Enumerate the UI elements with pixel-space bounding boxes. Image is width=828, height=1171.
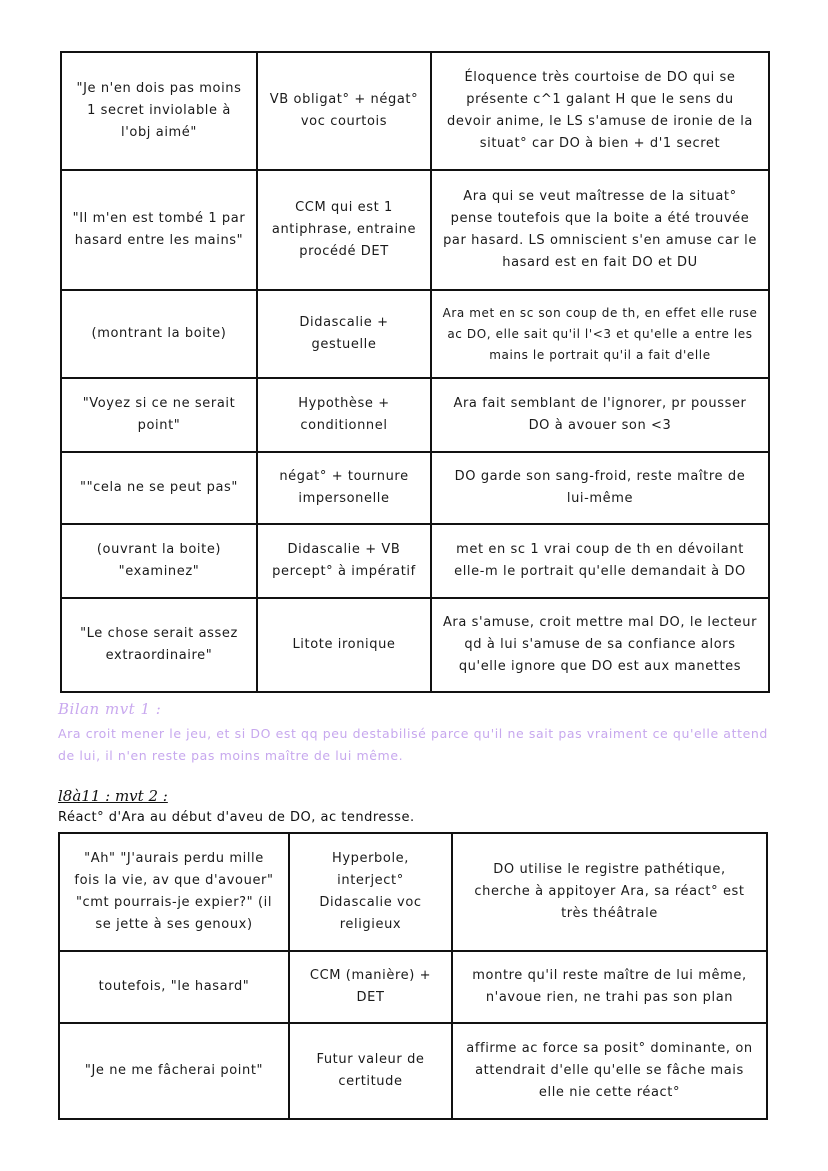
citation-cell: "Je ne me fâcherai point" (59, 1023, 289, 1119)
procede-cell: Hypothèse + conditionnel (257, 378, 431, 452)
citation-cell: ""cela ne se peut pas" (61, 452, 257, 524)
analyse-cell: affirme ac force sa posit° dominante, on attendrait d'elle qu'elle se fâche mais elle nie cette réact° (452, 1023, 767, 1119)
table-row (61, 378, 769, 452)
table-row (61, 524, 769, 598)
section-subtitle: Réact° d'Ara au début d'aveu de DO, ac tendresse. (58, 810, 415, 825)
procede-cell: Hyperbole, interject° Didascalie voc religieux (289, 833, 452, 951)
analysis-table-1 (60, 51, 770, 693)
analyse-cell: DO garde son sang-froid, reste maître de lui-même (431, 452, 769, 524)
procede-cell: Litote ironique (257, 598, 431, 692)
analyse-cell: montre qu'il reste maître de lui même, n'avoue rien, ne trahi pas son plan (452, 951, 767, 1023)
table-row (61, 290, 769, 378)
procede-cell: CCM qui est 1 antiphrase, entraine procédé DET (257, 170, 431, 290)
table-row (61, 452, 769, 524)
citation-cell: "Il m'en est tombé 1 par hasard entre les mains" (61, 170, 257, 290)
table-row (59, 1023, 767, 1119)
procede-cell: négat° + tournure impersonelle (257, 452, 431, 524)
analyse-cell: Ara s'amuse, croit mettre mal DO, le lecteur qd à lui s'amuse de sa confiance alors qu'elle ignore que DO est aux manettes (431, 598, 769, 692)
section-title: l8à11 : mvt 2 : (58, 787, 168, 805)
table-row (61, 52, 769, 170)
analyse-cell: met en sc 1 vrai coup de th en dévoilant elle-m le portrait qu'elle demandait à DO (431, 524, 769, 598)
table-row (59, 833, 767, 951)
table-row (59, 951, 767, 1023)
procede-cell: Futur valeur de certitude (289, 1023, 452, 1119)
analyse-cell: DO utilise le registre pathétique, cherche à appitoyer Ara, sa réact° est très théâtrale (452, 833, 767, 951)
analyse-cell: Ara fait semblant de l'ignorer, pr pousser DO à avouer son <3 (431, 378, 769, 452)
bilan-text: Ara croit mener le jeu, et si DO est qq peu destabilisé parce qu'il ne sait pas vraiment ce qu'elle attend de lui, il n'en reste pas moins maître de lui même. (58, 726, 768, 763)
analyse-cell: Ara qui se veut maîtresse de la situat° pense toutefois que la boite a été trouvée par hasard. LS omniscient s'en amuse car le hasard est en fait DO et DU (431, 170, 769, 290)
table-row (61, 598, 769, 692)
citation-cell: toutefois, "le hasard" (59, 951, 289, 1023)
citation-cell: "Voyez si ce ne serait point" (61, 378, 257, 452)
analyse-cell: Ara met en sc son coup de th, en effet elle ruse ac DO, elle sait qu'il l'<3 et qu'elle a entre les mains le portrait qu'il a fait d'elle (431, 290, 769, 378)
analysis-table-2 (58, 832, 768, 1120)
citation-cell: (ouvrant la boite) "examinez" (61, 524, 257, 598)
analyse-cell: Éloquence très courtoise de DO qui se présente c^1 galant H que le sens du devoir anime, le LS s'amuse de ironie de la situat° car DO à bien + d'1 secret (431, 52, 769, 170)
procede-cell: VB obligat° + négat° voc courtois (257, 52, 431, 170)
procede-cell: CCM (manière) + DET (289, 951, 452, 1023)
procede-cell: Didascalie + VB percept° à impératif (257, 524, 431, 598)
procede-cell: Didascalie + gestuelle (257, 290, 431, 378)
table-row (61, 170, 769, 290)
citation-cell: "Ah" "J'aurais perdu mille fois la vie, av que d'avouer" "cmt pourrais-je expier?" (il se jette à ses genoux) (59, 833, 289, 951)
bilan-title: Bilan mvt 1 : (58, 700, 162, 718)
citation-cell: (montrant la boite) (61, 290, 257, 378)
citation-cell: "Je n'en dois pas moins 1 secret inviolable à l'obj aimé" (61, 52, 257, 170)
citation-cell: "Le chose serait assez extraordinaire" (61, 598, 257, 692)
